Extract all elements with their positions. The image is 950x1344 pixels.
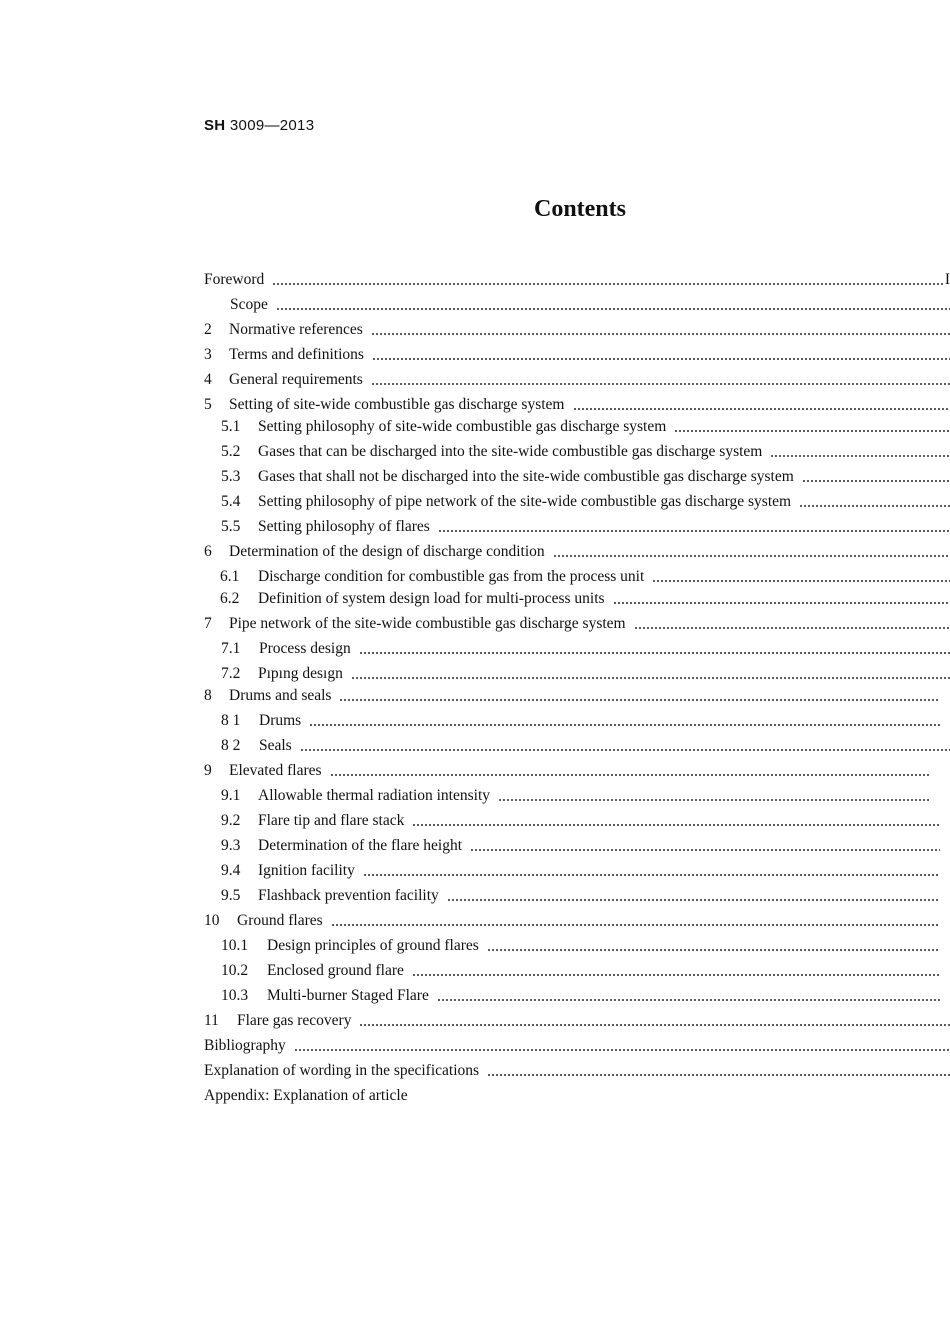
toc-entry-title: Multi-burner Staged Flare: [267, 987, 429, 1004]
toc-entry-title: Bibliography: [204, 1037, 286, 1054]
toc-entry-number: 10: [204, 912, 220, 929]
dot-leader: [351, 677, 950, 679]
dot-leader: [294, 1049, 950, 1051]
toc-entry[interactable]: [204, 885, 940, 907]
dot-leader: [770, 455, 950, 457]
toc-entry-number: 9.3: [221, 837, 241, 854]
toc-entry[interactable]: [204, 394, 950, 416]
toc-entry-title: Design principles of ground flares: [267, 937, 479, 954]
toc-entry-number: 8 1: [221, 712, 241, 729]
toc-entry[interactable]: [204, 441, 950, 463]
toc-entry[interactable]: [204, 369, 950, 391]
dot-leader: [359, 1024, 950, 1026]
dot-leader: [470, 849, 940, 851]
toc-entry-title: Determination of the design of discharge condition: [229, 543, 545, 560]
toc-entry-title: Setting of site-wide combustible gas discharge system: [229, 396, 565, 413]
standard-prefix: SH: [204, 117, 226, 134]
toc-entry-number: 9: [204, 762, 212, 779]
toc-entry-number: 10.3: [221, 987, 249, 1004]
toc-entry-title: Explanation of wording in the specifications: [204, 1062, 480, 1079]
toc-entry-title: Flare gas recovery: [237, 1012, 352, 1029]
toc-entry[interactable]: [204, 466, 950, 488]
toc-entry[interactable]: [204, 785, 930, 807]
toc-entry-number: 5.1: [221, 418, 241, 435]
toc-entry-title: Setting philosophy of pipe network of the site-wide combustible gas discharge system: [258, 493, 792, 510]
toc-entry-title: Process design: [259, 640, 351, 657]
standard-number: 3009—2013: [229, 117, 315, 134]
page-title: Contents: [533, 196, 626, 222]
dot-leader: [412, 824, 940, 826]
toc-entry[interactable]: [204, 613, 950, 635]
toc-entry-number: 9.5: [221, 887, 241, 904]
toc-entry-number: 6.2: [220, 590, 240, 607]
toc-entry-title: Terms and definitions: [229, 346, 364, 363]
dot-leader: [276, 308, 950, 310]
toc-entry[interactable]: [204, 860, 940, 882]
toc-entry-number: 2: [204, 321, 212, 338]
dot-leader: [438, 530, 950, 532]
toc-entry-title: Pıpıng desıgn: [258, 665, 343, 682]
dot-leader: [272, 283, 944, 285]
toc-entry-title: Enclosed ground flare: [267, 962, 404, 979]
dot-leader: [412, 974, 940, 976]
toc-entry-number: 9.2: [221, 812, 241, 829]
toc-entry-number: 6: [204, 543, 212, 560]
toc-entry-number: 4: [204, 371, 212, 388]
dot-leader: [447, 899, 940, 901]
toc-entry[interactable]: [204, 960, 940, 982]
toc-entry-title: Scope: [230, 296, 268, 313]
dot-leader: [799, 505, 950, 507]
dot-leader: [359, 652, 950, 654]
toc-entry-number: 7.1: [221, 640, 241, 657]
toc-entry[interactable]: [204, 810, 940, 832]
dot-leader: [634, 627, 950, 629]
dot-leader: [573, 408, 950, 410]
toc-entry-title: Drums and seals: [229, 687, 332, 704]
dot-leader: [487, 949, 940, 951]
toc-entry[interactable]: [204, 416, 950, 438]
dot-leader: [300, 749, 950, 751]
toc-entry[interactable]: [204, 663, 950, 685]
toc-entry-title: Gases that can be discharged into the site-wide combustible gas discharge system: [258, 443, 763, 460]
toc-entry[interactable]: [204, 294, 950, 316]
toc-entry[interactable]: [204, 566, 950, 588]
toc-entry[interactable]: [204, 319, 950, 341]
dot-leader: [371, 333, 950, 335]
toc-entry-title: Flare tip and flare stack: [258, 812, 405, 829]
toc-entry-title: Gases that shall not be discharged into the site-wide combustible gas discharge system: [258, 468, 794, 485]
dot-leader: [613, 602, 950, 604]
toc-entry-title: Setting philosophy of flares: [258, 518, 430, 535]
toc-entry[interactable]: [204, 1085, 950, 1107]
toc-entry-number: 5.5: [221, 518, 241, 535]
toc-entry-title: Definition of system design load for multi-process units: [258, 590, 605, 607]
toc-entry[interactable]: [204, 685, 940, 707]
toc-entry-number: 5.3: [221, 468, 241, 485]
toc-entry-title: Ignition facility: [258, 862, 355, 879]
dot-leader: [553, 555, 950, 557]
toc-entry-number: 7: [204, 615, 212, 632]
dot-leader: [372, 358, 950, 360]
toc-entry-title: Allowable thermal radiation intensity: [258, 787, 491, 804]
toc-entry-title: Setting philosophy of site-wide combustible gas discharge system: [258, 418, 667, 435]
toc-entry[interactable]: [204, 344, 950, 366]
toc-entry-number: 5: [204, 396, 212, 413]
toc-entry-title: Foreword: [204, 271, 265, 288]
toc-entry-number: 3: [204, 346, 212, 363]
dot-leader: [487, 1074, 950, 1076]
toc-entry-title: Drums: [259, 712, 302, 729]
toc-entry-number: 6.1: [220, 568, 240, 585]
toc-entry[interactable]: [204, 541, 950, 563]
toc-entry[interactable]: [204, 935, 940, 957]
toc-entry-number: 11: [204, 1012, 219, 1029]
toc-entry[interactable]: [204, 588, 950, 610]
toc-entry-number: 9.4: [221, 862, 241, 879]
document-code: [204, 117, 314, 134]
toc-entry-title: Pipe network of the site-wide combustible gas discharge system: [229, 615, 626, 632]
dot-leader: [802, 480, 950, 482]
toc-entry-title: Normative references: [229, 321, 363, 338]
dot-leader: [437, 999, 940, 1001]
toc-entry[interactable]: [204, 491, 950, 513]
dot-leader: [309, 724, 940, 726]
toc-entry-number: 10.1: [221, 937, 249, 954]
dot-leader: [498, 799, 930, 801]
dot-leader: [363, 874, 940, 876]
toc-entry-title: Flashback prevention facility: [258, 887, 439, 904]
toc-entry-number: 7.2: [221, 665, 241, 682]
toc-entry[interactable]: [204, 516, 950, 538]
toc-entry-number: 5.4: [221, 493, 241, 510]
toc-entry-title: Appendix: Explanation of article: [204, 1087, 408, 1104]
toc-entry-number: 8: [204, 687, 212, 704]
dot-leader: [331, 924, 940, 926]
toc-entry-page-number: I: [944, 271, 950, 288]
toc-entry[interactable]: [204, 1035, 950, 1057]
toc-entry-number: 9.1: [221, 787, 241, 804]
toc-entry[interactable]: [204, 760, 930, 782]
toc-entry[interactable]: [204, 1010, 950, 1032]
toc-entry-title: Elevated flares: [229, 762, 322, 779]
toc-entry[interactable]: [204, 735, 950, 757]
toc-entry-number: 5.2: [221, 443, 241, 460]
dot-leader: [339, 699, 940, 701]
toc-entry[interactable]: [204, 710, 940, 732]
toc-entry-title: Ground flares: [237, 912, 323, 929]
toc-entry[interactable]: [204, 638, 950, 660]
toc-entry[interactable]: [204, 985, 940, 1007]
dot-leader: [652, 580, 950, 582]
toc-entry[interactable]: [204, 910, 940, 932]
toc-entry-number: 8 2: [221, 737, 241, 754]
toc-entry[interactable]: [204, 1060, 950, 1082]
toc-entry-title: General requirements: [229, 371, 363, 388]
dot-leader: [371, 383, 950, 385]
toc-entry-number: 10.2: [221, 962, 249, 979]
toc-entry-title: Seals: [259, 737, 292, 754]
toc-entry[interactable]: [204, 269, 950, 291]
dot-leader: [330, 774, 930, 776]
toc-entry-title: Discharge condition for combustible gas from the process unit: [258, 568, 645, 585]
toc-entry[interactable]: [204, 835, 940, 857]
dot-leader: [674, 430, 950, 432]
toc-entry-title: Determination of the flare height: [258, 837, 463, 854]
